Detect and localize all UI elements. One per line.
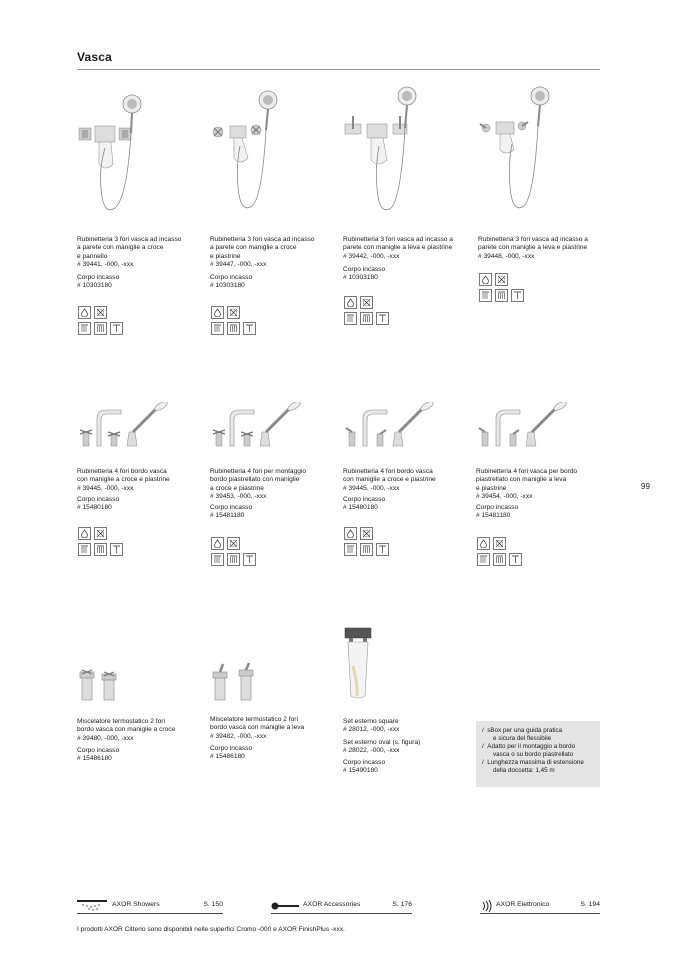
product-description: Miscelatore termostatico 2 fori bordo vasca con maniglie a croce # 39480, -000, -xxx Corpo incasso # 15486180 [77,718,176,763]
wall-mixer-shower-image [77,88,147,218]
product-description: Set esterno square # 28012, -000, -xxx Set esterno oval (s. figura) # 28022, -000, -xxx Corpo incasso # 15490180 [343,718,421,775]
deck-mixer-image [77,402,172,450]
spray-mode-icon [227,537,240,550]
water-drop-icon [479,273,492,286]
water-drop-icon [78,527,91,540]
page-title: Vasca [77,50,113,64]
product-description: Rubinetteria 3 fori vasca ad incasso a parete con maniglie a croce e pannello # 39441, -000, -xxx Corpo incasso # 10303180 [77,236,182,290]
spray-mode-icon [94,527,107,540]
install-type-c-icon [243,322,256,335]
footer-divider [480,913,600,914]
install-type-a-icon [479,289,492,302]
install-type-b-icon [360,543,373,556]
install-type-c-icon [110,322,123,335]
water-drop-icon [477,537,490,550]
water-drop-icon [211,306,224,319]
water-drop-icon [78,306,91,319]
deck-mixer-image [476,402,571,450]
footer-divider [77,913,223,914]
install-type-b-icon [94,543,107,556]
wall-mixer-shower-image [210,86,280,216]
feature-note-box: / sBox per una guida pratica e sicura del flessibile / Adatto per il montaggio a bordo vasca o su bordo piastrellato / Lunghezza massima di estensione della doccetta: 1,45 m [476,721,600,787]
feature-icons [477,537,522,569]
install-type-c-icon [110,543,123,556]
feature-icons [78,527,123,559]
install-type-a-icon [344,543,357,556]
feature-icons [211,306,256,338]
note-item: / Adatto per il montaggio a bordo [482,743,576,750]
water-drop-icon [344,296,357,309]
install-type-a-icon [344,312,357,325]
install-type-a-icon [211,553,224,566]
install-type-c-icon [376,312,389,325]
spray-mode-icon [360,527,373,540]
sbox-set-image [343,626,373,700]
product-description: Rubinetteria 3 fori vasca ad incasso a parete con maniglie a leva e piastrine # 39442, -000, -xxx Corpo incasso # 10303180 [343,236,453,282]
install-type-c-icon [509,553,522,566]
feature-icons [344,527,389,559]
install-type-b-icon [495,289,508,302]
spray-mode-icon [227,306,240,319]
install-type-b-icon [227,553,240,566]
water-drop-icon [211,537,224,550]
spray-mode-icon [495,273,508,286]
footer-link-accessories[interactable]: AXOR Accessories S. 176 [271,899,412,913]
install-type-a-icon [477,553,490,566]
install-type-a-icon [78,322,91,335]
footer-link-showers[interactable]: AXOR Showers S. 150 [77,899,223,913]
install-type-a-icon [211,322,224,335]
product-description: Rubinetteria 4 fori per montaggio bordo piastrellato con maniglie a croce e piastrine # 39453, -000, -xxx Corpo incasso # 15481180 [210,468,307,520]
water-drop-icon [344,527,357,540]
title-rule [77,69,600,70]
install-type-b-icon [493,553,506,566]
product-description: Miscelatore termostatico 2 fori bordo vasca con maniglie a leva # 39482, -000, -xxx Corpo incasso # 15486180 [210,716,305,761]
install-type-c-icon [376,543,389,556]
install-type-c-icon [511,289,524,302]
thermostat-mixer-image [211,662,263,702]
feature-icons [479,273,524,305]
thermostat-mixer-image [78,666,122,702]
feature-icons [78,306,123,338]
wall-mixer-shower-image [343,84,418,216]
install-type-b-icon [94,322,107,335]
spray-mode-icon [360,296,373,309]
spray-mode-icon [493,537,506,550]
footer-divider [271,913,412,914]
feature-icons [344,296,389,328]
install-type-b-icon [227,322,240,335]
note-item: / sBox per una guida pratica [482,727,563,734]
feature-icons [211,537,256,569]
product-description: Rubinetteria 3 fori vasca ad incasso a parete con maniglie a croce e piastrine # 39447, -000, -xxx Corpo incasso # 10303180 [210,236,315,290]
install-type-b-icon [360,312,373,325]
note-item: / Lunghezza massima di estensione [482,759,584,766]
wall-mixer-shower-image [478,84,553,216]
spray-mode-icon [94,306,107,319]
footer-link-electronic[interactable]: AXOR Elettronico S. 194 [480,899,600,913]
product-description: Rubinetteria 4 fori bordo vasca con maniglie a croce e piastrine # 39445, -000, -xxx Corpo incasso # 15480180 [77,468,170,512]
product-description: Rubinetteria 4 fori vasca per bordo piastrellato con maniglie a leva e piastrine # 39454, -000, -xxx Corpo incasso # 15481180 [476,468,578,520]
product-description: Rubinetteria 3 fori vasca ad incasso a parete con maniglie a leva e piastrine # 39448, -000, -xxx [478,236,588,260]
footer-note: I prodotti AXOR Citterio sono disponibili nelle superfici Cromo -000 e AXOR FinishPlus -xxx. [77,926,345,933]
page-number: 99 [641,482,650,491]
deck-mixer-image [210,402,305,450]
install-type-a-icon [78,543,91,556]
install-type-c-icon [243,553,256,566]
deck-mixer-image [343,402,438,450]
product-description: Rubinetteria 4 fori bordo vasca con maniglie a croce e piastrine # 39445, -000, -xxx Corpo incasso # 15480180 [343,468,436,512]
